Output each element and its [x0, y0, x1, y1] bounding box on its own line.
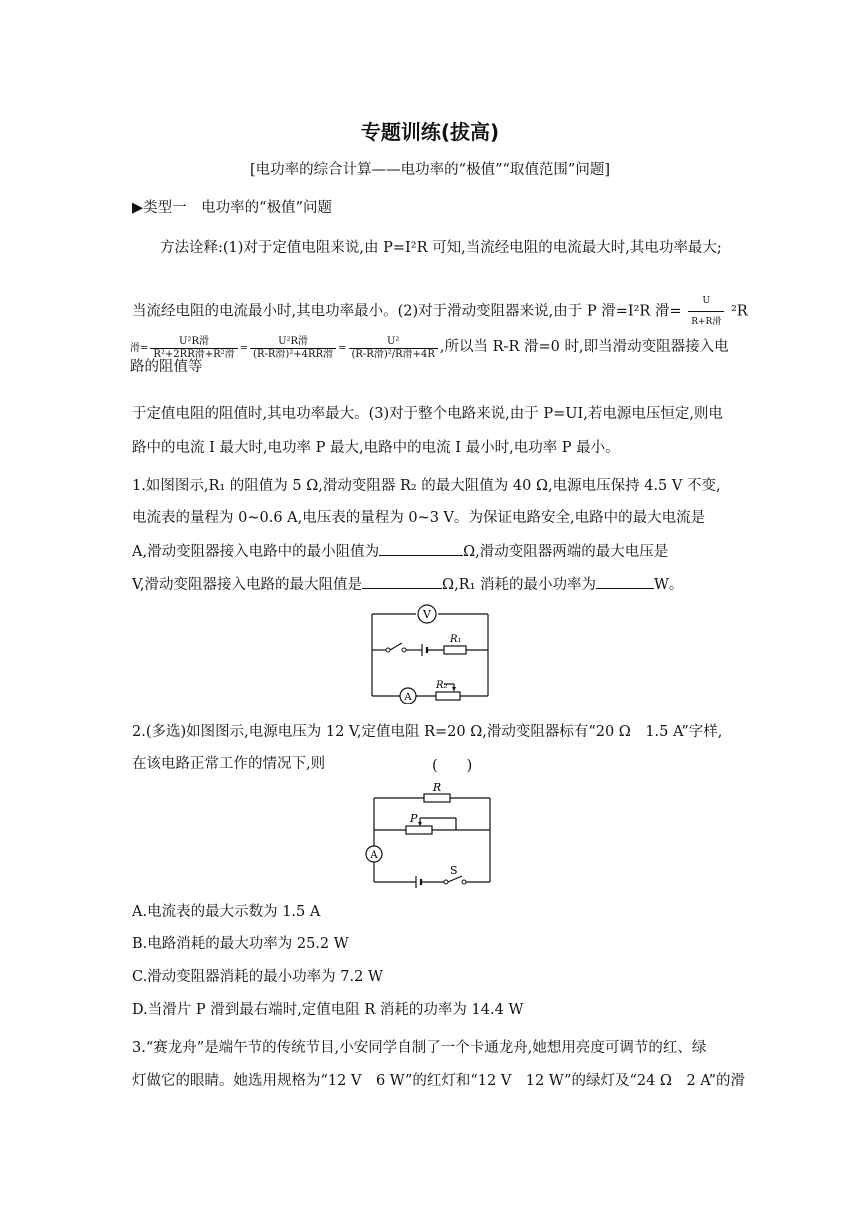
method-line-5: 路中的电流 I 最大时,电功率 P 最大,电路中的电流 I 最小时,电功率 P 最小。 — [132, 440, 620, 456]
r2-label: R₂ — [436, 680, 448, 691]
page-subtitle: [电功率的综合计算——电功率的“极值”“取值范围”问题] — [250, 162, 610, 178]
q1-line-4b: Ω,R₁ 消耗的最小功率为 — [442, 577, 597, 593]
q2-line-2: 在该电路正常工作的情况下,则 — [132, 756, 326, 772]
method-line-1: 方法诠释:(1)对于定值电阻来说,由 P=I²R 可知,当流经电阻的电流最大时,其电功率最大; — [160, 240, 722, 256]
q2-option-d[interactable]: D.当滑片 P 滑到最右端时,定值电阻 R 消耗的功率为 14.4 W — [132, 1002, 524, 1018]
q1-line-3b: Ω,滑动变阻器两端的最大电压是 — [463, 544, 669, 560]
voltmeter-label: V — [423, 608, 431, 621]
q1-blank-min-resistance[interactable] — [379, 541, 463, 556]
method-line-2 — [132, 291, 748, 332]
q1-blank-min-power[interactable] — [596, 574, 654, 589]
ammeter-label: A — [404, 692, 412, 703]
q3-line-1: 3.“赛龙舟”是端午节的传统节目,小安同学自制了一个卡通龙舟,她想用亮度可调节的红、绿 — [132, 1040, 707, 1056]
switch-label: S — [450, 864, 458, 877]
p-label: P — [410, 812, 418, 825]
q2-option-c[interactable]: C.滑动变阻器消耗的最小功率为 7.2 W — [132, 969, 383, 985]
formula-subscript: 滑 — [130, 343, 140, 354]
q1-line-1: 1.如图图示,R₁ 的阻值为 5 Ω,滑动变阻器 R₂ 的最大阻值为 40 Ω,电源电压保持 4.5 V 不变, — [132, 478, 721, 494]
q1-line-3a: A,滑动变阻器接入电路中的最小阻值为 — [132, 544, 380, 560]
formula-conclusion: ,所以当 R-R 滑=0 时,即当滑动变阻器接入电路的阻值等 — [130, 339, 729, 375]
q2-line-1: 2.(多选)如图图示,电源电压为 12 V,定值电阻 R=20 Ω,滑动变阻器标有“20 Ω 1.5 A”字样, — [132, 724, 723, 740]
q1-line-2: 电流表的量程为 0~0.6 A,电压表的量程为 0~3 V。为保证电路安全,电路中的最大电流是 — [132, 510, 706, 526]
q2-option-b[interactable]: B.电路消耗的最大功率为 25.2 W — [132, 936, 349, 952]
q1-line-4 — [132, 574, 732, 595]
fraction-1: $\frac{\text{U²R滑}}{\text{R²+2RR滑+R²滑}}$ — [150, 336, 237, 361]
formula-tail: ²R — [730, 303, 748, 320]
q2-option-a[interactable]: A.电流表的最大示数为 1.5 A — [132, 904, 321, 920]
q1-line-4a: V,滑动变阻器接入电路的最大阻值是 — [132, 577, 363, 593]
method-line-2-text: 当流经电阻的电流最小时,其电功率最小。(2)对于滑动变阻器来说,由于 P 滑=I²R 滑= — [132, 303, 682, 320]
section-heading: ▶类型一 电功率的“极值”问题 — [132, 200, 332, 216]
q3-line-2: 灯做它的眼睛。她选用规格为“12 V 6 W”的红灯和“12 V 12 W”的绿灯及“24 Ω 2 A”的滑 — [132, 1073, 746, 1089]
method-line-4: 于定值电阻的阻值时,其电功率最大。(3)对于整个电路来说,由于 P=UI,若电源电压恒定,则电 — [132, 406, 723, 422]
ammeter-label: A — [370, 850, 378, 861]
page-title: 专题训练(拔高) — [360, 120, 500, 144]
fraction-3: $\frac{\text{U²}}{\text{(R-R滑)²/R滑+4R}}$ — [349, 336, 438, 361]
power-formula: 滑= $\frac{\text{U²R滑}}{\text{R²+2RR滑+R²滑}}$ = $\frac{\text{U²R滑}}{\text{(R-R滑)²+4RR滑}}$ = $\frac{\text{U²}}{\text{(R-R滑)²/R滑+4R}}$ ,所以当 R-R 滑=0 时,即当滑动变阻器接入电路的阻值等 — [130, 336, 729, 375]
r1-label: R₁ — [450, 634, 462, 645]
fraction-u-over-r: $\frac{U}{\text{R+R滑}}$ — [688, 291, 724, 332]
q2-answer-paren[interactable]: ( ) — [432, 758, 473, 774]
circuit-diagram-1 — [366, 600, 492, 704]
circuit-diagram-2 — [362, 780, 494, 888]
q1-line-3 — [132, 541, 732, 562]
r-label: R — [432, 781, 442, 794]
q1-line-4c: W。 — [654, 577, 684, 593]
fraction-2: $\frac{\text{U²R滑}}{\text{(R-R滑)²+4RR滑}}$ — [250, 336, 336, 361]
q1-blank-max-resistance[interactable] — [362, 574, 442, 589]
